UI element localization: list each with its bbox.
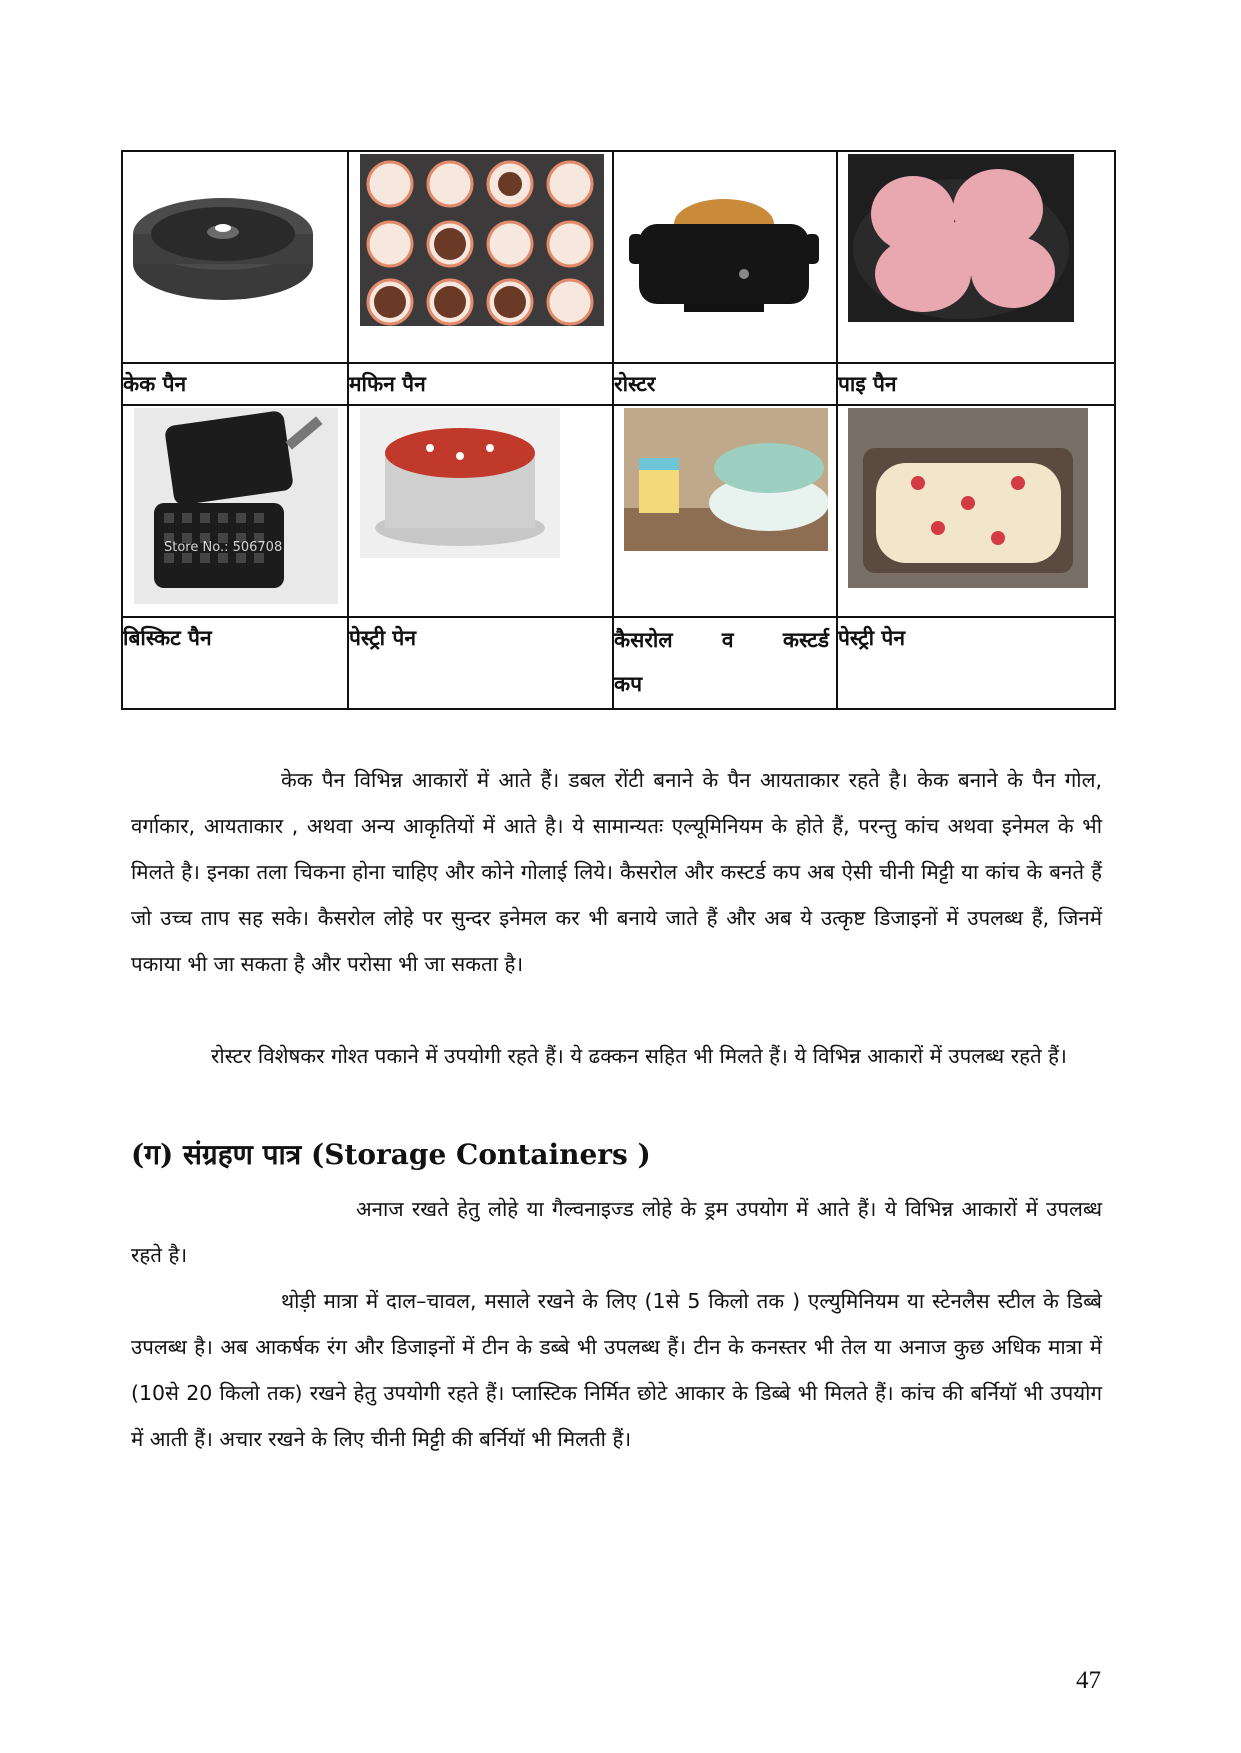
watermark-text: Store No.: 506708	[164, 540, 283, 555]
paragraph-storage-small: थोड़ी मात्रा में दाल–चावल, मसाले रखने के लिए (1से 5 किलो तक ) एल्युमिनियम या स्टेनलैस स्टील के डिब्बे उपलब्ध है। अब आकर्षक रंग और डिजाइनों में टीन के डब्बे भी उपलब्ध हैं। टीन के कनस्तर भी तेल या अनाज कुछ अधिक मात्रा में (10से 20 किलो तक) रखने हेतु उपयोगी रहते हैं। प्लास्टिक निर्मित छोटे आकार के डिब्बे भी मिलते हैं। कांच की बर्नियॉ भी उपयोग में आती हैं। अचार रखने के लिए चीनी मिट्टी की बर्नियॉ भी मिलती हैं।	[131, 1289, 1102, 1451]
section-heading: (ग) संग्रहण पात्र (Storage Containers )	[131, 1138, 651, 1171]
cell-pastry-pan-image	[348, 405, 613, 617]
biscuit-pan-image	[134, 408, 338, 604]
label-cake-pan: केक पैन	[122, 363, 348, 405]
paragraph-roaster: रोस्टर विशेषकर गोश्त पकाने में उपयोगी रहते हैं। ये ढक्कन सहित भी मिलते हैं। ये विभिन्न आकारों में उपलब्ध रहते हैं।	[211, 1044, 1067, 1068]
utensil-table	[121, 150, 1116, 710]
pie-pan-image	[848, 154, 1074, 322]
paragraph-cake-pans: केक पैन विभिन्न आकारों में आते हैं। डबल रोंटी बनाने के पैन आयताकार रहते है। केक बनाने के पैन गोल, वर्गाकार, आयताकार , अथवा अन्य आकृतियों में आते है। ये सामान्यतः एल्यूमिनियम के होते हैं, परन्तु कांच अथवा इनेमल के भी मिलते है। इनका तला चिकना होना चाहिए और कोने गोलाई लिये। कैसरोल और कस्टर्ड कप अब ऐसी चीनी मिट्टी या कांच के बनते हैं जो उच्च ताप सह सके। कैसरोल लोहे पर सुन्दर इनेमल कर भी बनाये जाते हैं और अब ये उत्कृष्ट डिजाइनों में उपलब्ध हैं, जिनमें पकाया भी जा सकता है और परोसा भी जा सकता है।	[131, 768, 1102, 976]
casserole-custard-image	[624, 408, 828, 551]
label-pastry-pan-2: पेस्ट्री पेन	[837, 617, 1115, 709]
page-number: 47	[1076, 1667, 1101, 1694]
cell-pie-pan-image	[837, 151, 1115, 363]
muffin-pan-image	[360, 154, 604, 326]
pastry-roll-image	[848, 408, 1088, 588]
cell-biscuit-pan-image	[122, 405, 348, 617]
label-biscuit-pan: बिस्किट पैन	[122, 617, 348, 709]
label-roaster: रोस्टर	[613, 363, 837, 405]
cell-cake-pan-image	[122, 151, 348, 363]
label-casserole-custard-text: कैसरोल व कस्टर्ड कप	[614, 628, 830, 696]
cell-roaster-image	[613, 151, 837, 363]
cake-pan-image	[123, 154, 323, 334]
label-pie-pan: पाइ पैन	[837, 363, 1115, 405]
label-muffin-pan: मफिन पैन	[348, 363, 613, 405]
label-pastry-pan-1: पेस्ट्री पेन	[348, 617, 613, 709]
cell-muffin-pan-image	[348, 151, 613, 363]
cell-casserole-image	[613, 405, 837, 617]
cell-pastry-roll-image	[837, 405, 1115, 617]
pastry-pan-image	[360, 408, 560, 558]
paragraph-storage-drums: अनाज रखते हेतु लोहे या गैल्वनाइज्ड लोहे के ड्रम उपयोग में आते हैं। ये विभिन्न आकारों में उपलब्ध रहते है।	[131, 1197, 1102, 1267]
roaster-image	[624, 154, 824, 334]
label-casserole-custard	[613, 617, 837, 709]
